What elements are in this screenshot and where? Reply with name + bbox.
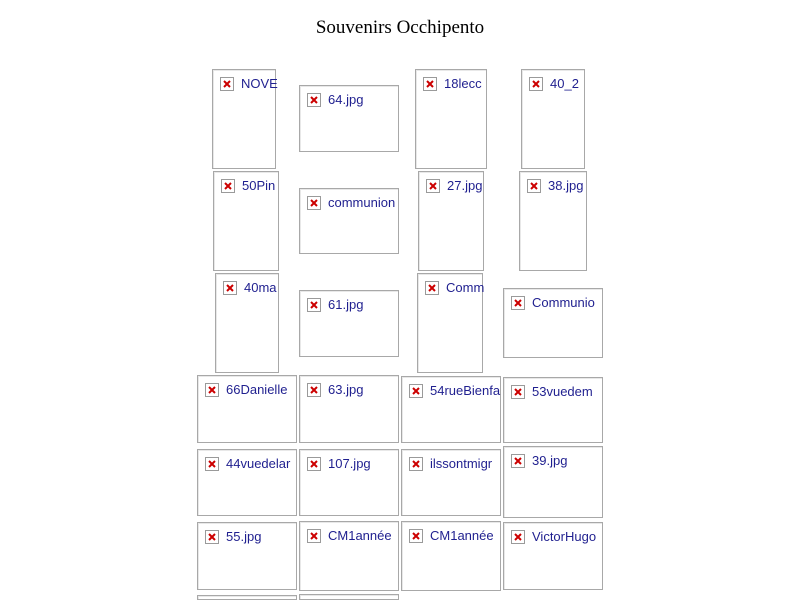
broken-image-icon [511,385,525,399]
thumbnail-filename: 18lecc [444,76,482,91]
broken-image-icon [409,384,423,398]
thumbnail-filename: VictorHugo [532,529,597,544]
thumbnail-filename: 50Pin [242,178,276,193]
thumbnail-item[interactable] [401,376,501,443]
broken-image-icon [511,530,525,544]
thumbnail-item[interactable] [299,375,399,443]
thumbnail-filename: 53vuedem [532,384,593,399]
broken-image-icon [307,196,321,210]
thumbnail-filename: 27.jpg [447,178,483,193]
thumbnail-filename: 44vuedelar [226,456,291,471]
broken-image-icon [205,457,219,471]
thumbnail-filename: 55.jpg [226,529,262,544]
thumbnail-filename: 63.jpg [328,382,364,397]
broken-image-icon [527,179,541,193]
thumbnail-filename: 66Danielle [226,382,288,397]
thumbnail-filename: 64.jpg [328,92,364,107]
thumbnail-item[interactable] [299,521,399,591]
thumbnail-filename: Communio [532,295,595,310]
page-title: Souvenirs Occhipento [315,17,485,38]
broken-image-icon [220,77,234,91]
broken-image-icon [205,383,219,397]
thumbnail-item[interactable] [415,69,487,169]
thumbnail-item[interactable] [212,69,276,169]
thumbnail-item[interactable] [503,446,603,518]
thumbnail-filename: 40_2 [550,76,579,91]
thumbnail-item[interactable] [401,449,501,516]
broken-image-icon [511,454,525,468]
thumbnail-filename: Comm [446,280,485,295]
thumbnail-filename: ilssontmigr [430,456,493,471]
thumbnail-item[interactable] [503,522,603,590]
thumbnail-item[interactable] [401,521,501,591]
broken-image-icon [426,179,440,193]
broken-image-icon [409,457,423,471]
thumbnail-filename: NOVE [241,76,278,91]
thumbnail-filename: CM1année [430,528,494,543]
thumbnail-item[interactable] [418,171,484,271]
broken-image-icon [511,296,525,310]
thumbnail-filename: 38.jpg [548,178,584,193]
thumbnail-item[interactable] [197,375,297,443]
broken-image-icon [425,281,439,295]
thumbnail-filename: communion [328,195,396,210]
thumbnail-filename: 40ma [244,280,277,295]
thumbnail-item[interactable] [213,171,279,271]
thumbnail-filename: 54rueBienfa [430,383,501,398]
thumbnail-item[interactable] [519,171,587,271]
thumbnail-filename: CM1année [328,528,392,543]
thumbnail-item[interactable] [503,288,603,358]
thumbnail-item[interactable] [417,273,483,373]
broken-image-icon [205,530,219,544]
thumbnail-item[interactable] [503,377,603,443]
thumbnail-filename: 61.jpg [328,297,364,312]
broken-image-icon [409,529,423,543]
thumbnail-item[interactable] [521,69,585,169]
thumbnail-item[interactable] [197,449,297,516]
broken-image-icon [223,281,237,295]
broken-image-icon [307,298,321,312]
broken-image-icon [307,529,321,543]
thumbnail-item[interactable] [197,595,297,600]
thumbnail-item[interactable] [197,522,297,590]
thumbnail-filename: 39.jpg [532,453,568,468]
thumbnail-filename: 107.jpg [328,456,371,471]
thumbnail-item[interactable] [299,85,399,152]
broken-image-icon [221,179,235,193]
broken-image-icon [307,457,321,471]
thumbnail-item[interactable] [299,449,399,516]
thumbnail-item[interactable] [215,273,279,373]
thumbnail-item[interactable] [299,594,399,600]
thumbnail-item[interactable] [299,188,399,254]
broken-image-icon [423,77,437,91]
broken-image-icon [307,383,321,397]
thumbnail-item[interactable] [299,290,399,357]
broken-image-icon [529,77,543,91]
broken-image-icon [307,93,321,107]
